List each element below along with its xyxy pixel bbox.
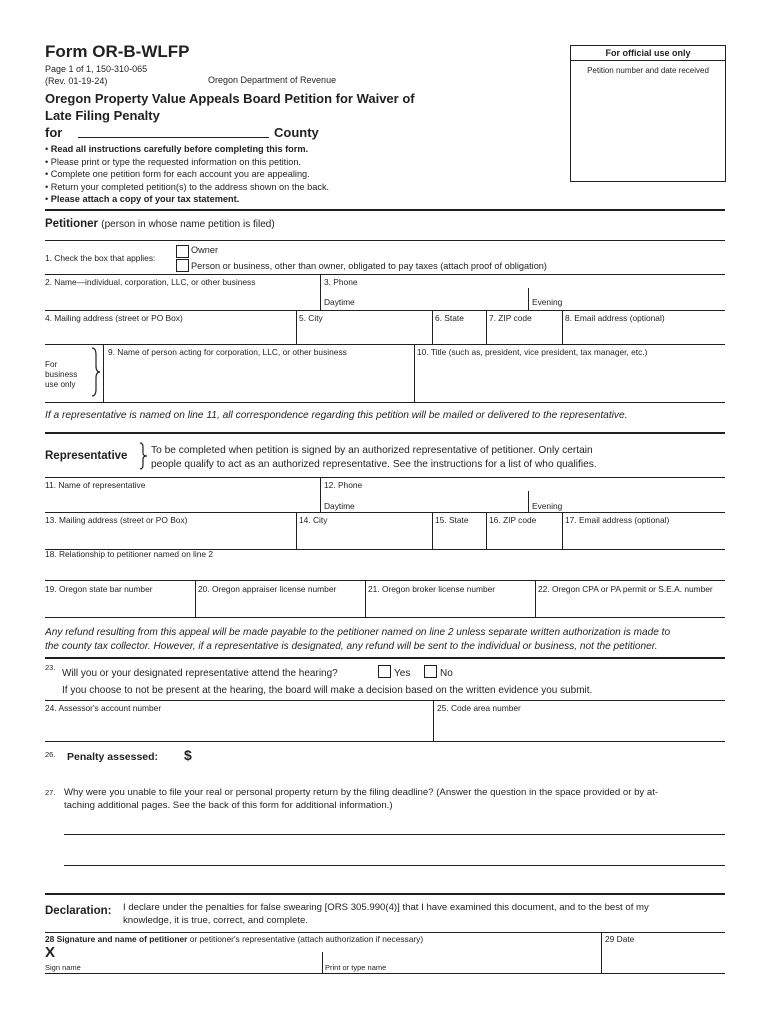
rule [45, 477, 725, 478]
instruction-item: • Please attach a copy of your tax statement. [45, 194, 240, 205]
section-divider [45, 893, 725, 895]
line21-label: 21. Oregon broker license number [368, 584, 496, 594]
explanation-line-2[interactable] [64, 846, 725, 866]
line10-label: 10. Title (such as, president, vice president, tax manager, etc.) [417, 347, 648, 357]
county-label: County [274, 125, 319, 140]
representative-notice: If a representative is named on line 11, all correspondence regarding this petition will be mailed or delivered to the representative. [45, 410, 628, 421]
appraiser-license-field[interactable] [196, 594, 365, 617]
business-label: use only [45, 380, 76, 389]
divider [322, 952, 323, 973]
line23-number: 23. [45, 663, 56, 672]
rule [45, 617, 725, 618]
petitioner-state-field[interactable] [433, 323, 486, 344]
explanation-line-1[interactable] [64, 815, 725, 835]
hearing-no-checkbox[interactable] [424, 665, 437, 678]
acting-person-field[interactable] [104, 358, 414, 402]
other-obligor-checkbox[interactable] [176, 259, 189, 272]
official-use-heading: For official use only [571, 46, 725, 61]
revision-date: (Rev. 01-19-24) [45, 76, 108, 86]
penalty-amount-field[interactable] [198, 746, 398, 766]
declaration-text: I declare under the penalties for false swearing [ORS 305.990(4)] that I have examined this document, and to the best of my knowledge, it is true, correct, and complete. [123, 902, 649, 926]
representative-name-field[interactable] [45, 490, 320, 513]
line11-label: 11. Name of representative [45, 480, 146, 490]
evening-label: Evening [532, 501, 563, 511]
line9-label: 9. Name of person acting for corporation, LLC, or other business [108, 347, 347, 357]
instructions-list [45, 143, 329, 206]
penalty-label: Penalty assessed: [67, 751, 159, 763]
cpa-permit-field[interactable] [536, 594, 725, 617]
representative-heading: Representative [45, 450, 128, 462]
declaration-heading: Declaration: [45, 905, 112, 917]
line22-label: 22. Oregon CPA or PA permit or S.E.A. number [538, 584, 713, 594]
divider [320, 477, 321, 513]
line20-label: 20. Oregon appraiser license number [198, 584, 337, 594]
line6-label: 6. State [435, 313, 464, 323]
rule [45, 274, 725, 275]
line27-number: 27. [45, 788, 56, 797]
line16-label: 16. ZIP code [489, 515, 537, 525]
signature-x-mark: X [45, 944, 56, 961]
business-label: For [45, 360, 58, 369]
official-use-box [570, 45, 726, 182]
line15-label: 15. State [435, 515, 469, 525]
line13-label: 13. Mailing address (street or PO Box) [45, 515, 188, 525]
representative-city-field[interactable] [297, 525, 432, 549]
representative-zip-field[interactable] [487, 525, 562, 549]
section-divider [45, 209, 725, 211]
business-brace-icon [89, 347, 103, 397]
line5-label: 5. City [299, 313, 323, 323]
hearing-yes-checkbox[interactable] [378, 665, 391, 678]
broker-license-field[interactable] [366, 594, 535, 617]
petitioner-address-field[interactable] [45, 323, 296, 344]
rule [45, 402, 725, 403]
representative-brace-icon [138, 442, 150, 470]
rule [45, 973, 725, 974]
hearing-question: Will you or your designated representative attend the hearing? [62, 668, 338, 679]
form-title-line2: Late Filing Penalty [45, 108, 160, 123]
divider [320, 274, 321, 310]
daytime-label: Daytime [324, 297, 355, 307]
owner-checkbox[interactable] [176, 245, 189, 258]
representative-state-field[interactable] [433, 525, 486, 549]
rule [45, 310, 725, 311]
form-title-line1: Oregon Property Value Appeals Board Petition for Waiver of [45, 91, 415, 106]
line19-label: 19. Oregon state bar number [45, 584, 153, 594]
section-divider [45, 432, 725, 434]
other-obligor-option-label: Person or business, other than owner, obligated to pay taxes (attach proof of obligation) [191, 261, 547, 271]
line14-label: 14. City [299, 515, 328, 525]
petitioner-email-field[interactable] [563, 323, 725, 344]
line25-label: 25. Code area number [437, 703, 521, 713]
line17-label: 17. Email address (optional) [565, 515, 670, 525]
divider [528, 288, 529, 310]
rule [45, 700, 725, 701]
representative-email-field[interactable] [563, 525, 725, 549]
page-info: Page 1 of 1, 150-310-065 [45, 64, 148, 74]
county-field[interactable] [78, 124, 269, 138]
owner-option-label: Owner [191, 245, 219, 255]
petitioner-evening-phone[interactable] [570, 288, 725, 310]
representative-address-field[interactable] [45, 525, 296, 549]
representative-daytime-phone[interactable] [368, 491, 528, 513]
business-label: business [45, 370, 78, 379]
divider [528, 491, 529, 513]
signature-field[interactable] [60, 944, 322, 962]
line1-label: 1. Check the box that applies: [45, 253, 156, 263]
print-name-label: Print or type name [325, 963, 387, 972]
date-field[interactable] [602, 944, 725, 973]
petitioner-zip-field[interactable] [487, 323, 562, 344]
relationship-field[interactable] [45, 560, 725, 580]
line29-label: 29 Date [605, 934, 635, 944]
form-number: Form OR-B-WLFP [45, 42, 190, 61]
instruction-item: • Read all instructions carefully before completing this form. [45, 144, 309, 154]
rule [45, 932, 725, 933]
petitioner-daytime-phone[interactable] [368, 288, 528, 310]
line2-label: 2. Name—individual, corporation, LLC, or other business [45, 277, 256, 287]
for-label: for [45, 125, 63, 140]
petitioner-city-field[interactable] [297, 323, 432, 344]
refund-notice: Any refund resulting from this appeal will be made payable to the petitioner named on line 2 unless separate written authorization is made to the county tax collector. However, if a representative is designated, any refund will be sent to the individual or business, not the petitioner. [45, 627, 671, 652]
bar-number-field[interactable] [45, 594, 195, 617]
account-number-field[interactable] [45, 713, 433, 741]
agency-name: Oregon Department of Revenue [208, 75, 337, 85]
printed-name-field[interactable] [324, 944, 600, 962]
official-use-subtext: Petition number and date received [587, 66, 709, 75]
line24-label: 24. Assessor's account number [45, 703, 162, 713]
line8-label: 8. Email address (optional) [565, 313, 665, 323]
petitioner-name-field[interactable] [45, 287, 320, 310]
acting-title-field[interactable] [415, 358, 725, 402]
representative-evening-phone[interactable] [570, 491, 725, 513]
filing-deadline-question: Why were you unable to file your real or personal property return by the filing deadline? (Answer the question in the space provided or by at- taching additional pages. See the back of this form for additional information.) [64, 787, 659, 811]
line7-label: 7. ZIP code [489, 313, 532, 323]
hearing-no-label: No [440, 668, 453, 679]
rule [45, 580, 725, 581]
line4-label: 4. Mailing address (street or PO Box) [45, 313, 183, 323]
instruction-item: • Please print or type the requested information on this petition. [45, 156, 302, 167]
sign-name-label: Sign name [45, 963, 81, 972]
line18-label: 18. Relationship to petitioner named on line 2 [45, 549, 214, 559]
line28-label: 28 Signature and name of petitioner or petitioner's representative (attach authorization if necessary) [45, 934, 424, 944]
instruction-item: • Return your completed petition(s) to the address shown on the back. [45, 181, 330, 192]
petitioner-heading: Petitioner (person in whose name petition is filed) [45, 218, 275, 230]
line26-number: 26. [45, 750, 56, 759]
rule [45, 240, 725, 241]
rule [45, 741, 725, 742]
instruction-item: • Complete one petition form for each account you are appealing. [45, 169, 310, 180]
evening-label: Evening [532, 297, 563, 307]
representative-description: To be completed when petition is signed by an authorized representative of petitioner. Only certain people qualify to act as an authorized representative. See the instructions for a list of who qualifies. [151, 445, 597, 470]
rule [45, 512, 725, 513]
daytime-label: Daytime [324, 501, 355, 511]
rule [45, 344, 725, 345]
code-area-field[interactable] [434, 713, 725, 741]
section-divider [45, 657, 725, 659]
line3-label: 3. Phone [324, 277, 358, 287]
line12-label: 12. Phone [324, 480, 363, 490]
hearing-note: If you choose to not be present at the hearing, the board will make a decision based on the written evidence you submit. [62, 685, 593, 696]
hearing-yes-label: Yes [394, 668, 411, 679]
dollar-sign: $ [184, 747, 192, 763]
